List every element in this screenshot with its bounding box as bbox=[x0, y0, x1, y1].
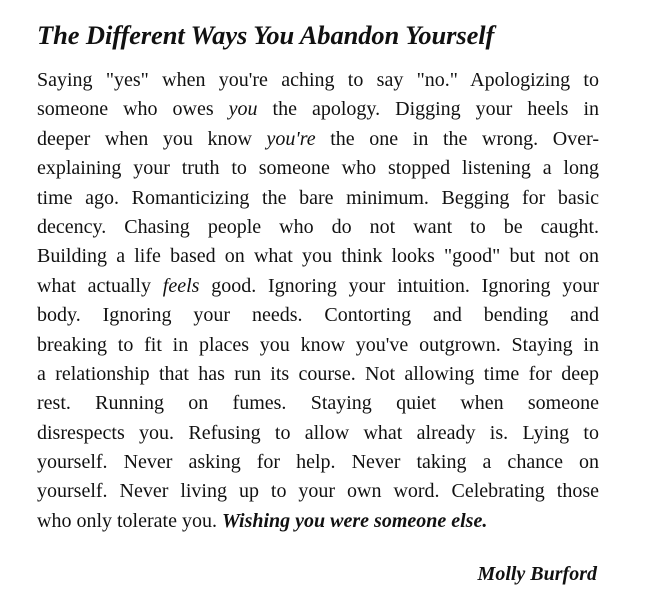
text-line bbox=[37, 360, 599, 389]
text-run: Saying "yes" when you're aching to say "no." Apologizing to bbox=[37, 69, 599, 91]
text-run: someone who owes bbox=[37, 98, 229, 121]
text-line bbox=[37, 184, 599, 213]
text-run: a relationship that has run its course. Not allowing time for deep bbox=[37, 362, 599, 385]
text-line bbox=[37, 66, 599, 95]
text-run: deeper when you know bbox=[37, 127, 267, 150]
emphasis-bold-italic: Wishing you were someone else. bbox=[221, 509, 488, 532]
text-run: yourself. Never asking for help. Never taking a chance on bbox=[37, 451, 599, 474]
text-run: explaining your truth to someone who stopped listening a long bbox=[37, 157, 599, 180]
text-line bbox=[37, 213, 599, 242]
quote-body bbox=[37, 66, 599, 536]
text-line bbox=[37, 477, 599, 506]
text-line bbox=[37, 272, 599, 301]
author-signature: Molly Burford bbox=[477, 563, 597, 585]
text-line bbox=[37, 448, 599, 477]
text-run: the apology. Digging your heels in bbox=[257, 98, 600, 121]
emphasis-italic: you bbox=[228, 98, 258, 121]
text-line bbox=[37, 507, 599, 536]
text-run: body. Ignoring your needs. Contorting and bending and bbox=[37, 304, 599, 327]
text-run: good. Ignoring your intuition. Ignoring your bbox=[199, 274, 600, 297]
page-title: The Different Ways You Abandon Yourself bbox=[37, 20, 495, 50]
text-line bbox=[37, 242, 599, 271]
text-line bbox=[37, 125, 599, 154]
text-run: time ago. Romanticizing the bare minimum. Begging for basic bbox=[37, 186, 599, 209]
text-line bbox=[37, 419, 599, 448]
text-line bbox=[37, 389, 599, 418]
text-run: breaking to fit in places you know you've outgrown. Staying in bbox=[37, 333, 599, 356]
text-run: what actually bbox=[37, 274, 163, 297]
text-run: yourself. Never living up to your own word. Celebrating those bbox=[37, 480, 599, 503]
text-run: decency. Chasing people who do not want to be caught. bbox=[37, 215, 599, 238]
text-run: rest. Running on fumes. Staying quiet when someone bbox=[37, 392, 599, 415]
text-line bbox=[37, 301, 599, 330]
text-line bbox=[37, 154, 599, 183]
text-run: disrespects you. Refusing to allow what already is. Lying to bbox=[37, 421, 599, 444]
text-line bbox=[37, 331, 599, 360]
text-run: the one in the wrong. Over- bbox=[315, 127, 599, 150]
text-line bbox=[37, 95, 599, 124]
emphasis-italic: you're bbox=[266, 127, 316, 150]
text-run: Building a life based on what you think looks "good" but not on bbox=[37, 245, 599, 268]
text-run: who only tolerate you. bbox=[37, 509, 222, 532]
emphasis-italic: feels bbox=[162, 274, 200, 297]
